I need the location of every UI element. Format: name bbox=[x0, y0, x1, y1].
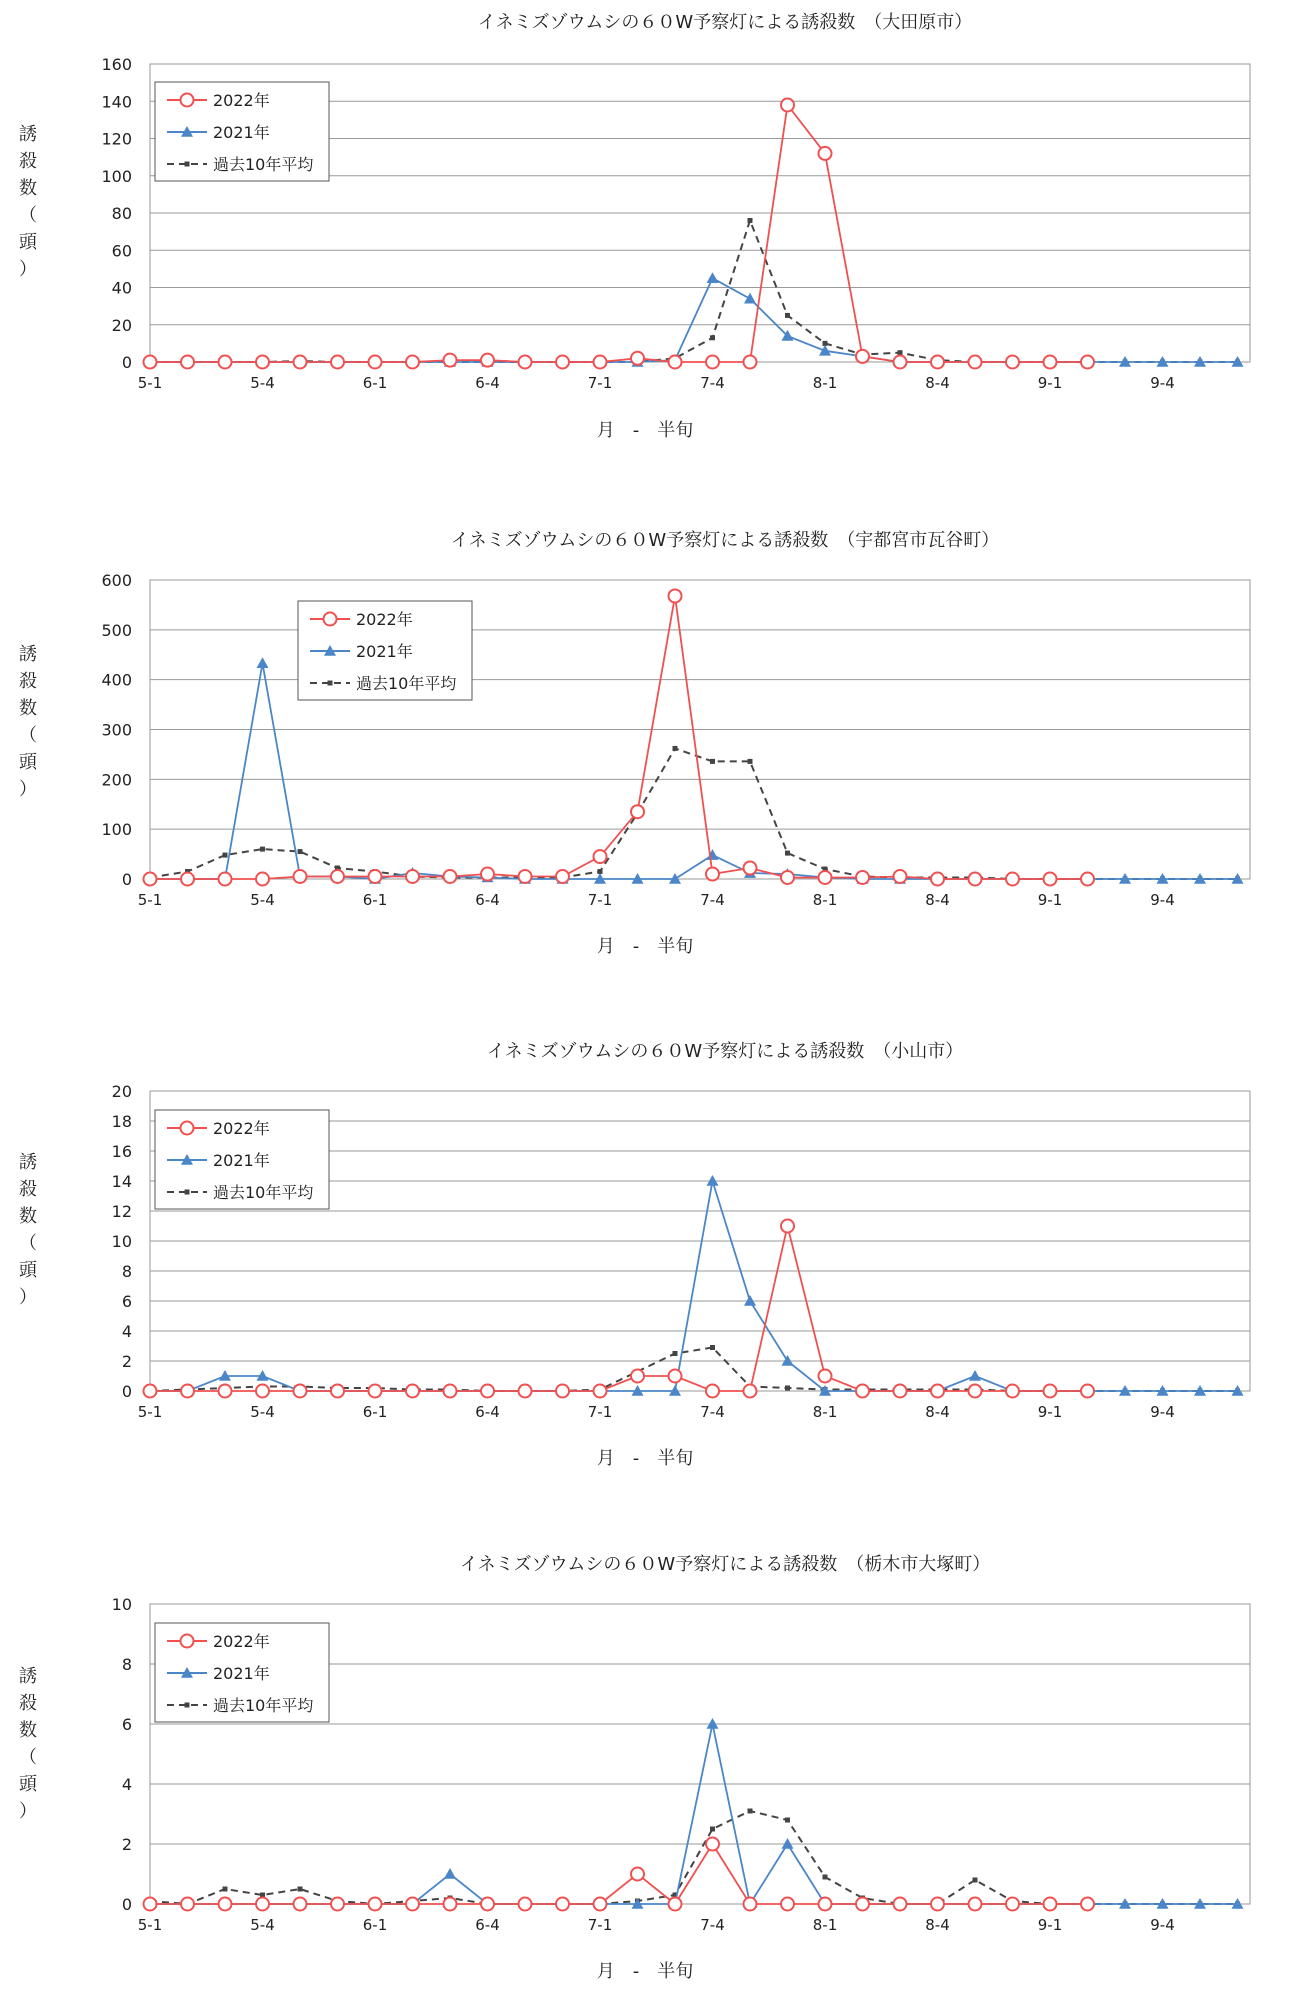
data-point bbox=[969, 356, 982, 369]
data-point bbox=[785, 1818, 790, 1823]
data-point bbox=[856, 871, 869, 884]
y-axis-label-char: ） bbox=[19, 259, 37, 280]
y-tick-label: 4 bbox=[121, 1775, 132, 1794]
x-tick-label: 8-1 bbox=[812, 1403, 838, 1421]
x-axis-label: 月 - 半旬 bbox=[596, 1448, 694, 1469]
data-point bbox=[894, 870, 907, 883]
data-point bbox=[707, 1718, 719, 1729]
data-point bbox=[594, 1898, 607, 1911]
chart-3 bbox=[19, 1041, 1250, 1469]
y-tick-label: 10 bbox=[111, 1232, 132, 1251]
data-point bbox=[748, 1809, 753, 1814]
data-point bbox=[519, 356, 532, 369]
x-tick-label: 9-1 bbox=[1037, 891, 1063, 909]
x-tick-label: 7-1 bbox=[587, 374, 613, 392]
y-axis-label-char: ） bbox=[19, 1287, 37, 1308]
data-point bbox=[1006, 1898, 1019, 1911]
data-point bbox=[1006, 1385, 1019, 1398]
series-line-2 bbox=[150, 748, 1238, 879]
data-point bbox=[144, 873, 157, 886]
data-point bbox=[444, 870, 457, 883]
x-tick-label: 6-4 bbox=[475, 1403, 500, 1421]
data-point bbox=[631, 805, 644, 818]
x-tick-label: 8-4 bbox=[925, 891, 950, 909]
data-point bbox=[969, 1385, 982, 1398]
data-point bbox=[744, 356, 757, 369]
data-point bbox=[257, 657, 269, 668]
x-axis-label: 月 - 半旬 bbox=[596, 1961, 694, 1982]
x-tick-label: 7-1 bbox=[587, 1403, 613, 1421]
y-tick-label: 20 bbox=[111, 1082, 132, 1101]
data-point bbox=[969, 1370, 981, 1381]
series-line-2 bbox=[150, 1811, 1238, 1904]
data-point bbox=[331, 356, 344, 369]
y-tick-label: 0 bbox=[121, 1895, 132, 1914]
y-axis-label-char: 殺 bbox=[19, 151, 37, 172]
y-tick-label: 300 bbox=[101, 720, 132, 740]
data-point bbox=[219, 1898, 232, 1911]
chart-2 bbox=[19, 530, 1250, 957]
legend-marker bbox=[185, 1703, 190, 1708]
series-line-1 bbox=[150, 278, 1238, 362]
data-point bbox=[823, 1875, 828, 1880]
y-tick-label: 100 bbox=[101, 820, 132, 840]
y-tick-label: 16 bbox=[111, 1142, 132, 1161]
x-tick-label: 8-1 bbox=[812, 374, 838, 392]
data-point bbox=[781, 98, 794, 111]
y-tick-label: 0 bbox=[121, 870, 132, 889]
data-point bbox=[673, 746, 678, 751]
y-axis-label-char: （ bbox=[19, 205, 37, 226]
data-point bbox=[710, 1345, 715, 1350]
y-tick-label: 6 bbox=[121, 1715, 132, 1734]
data-point bbox=[1006, 356, 1019, 369]
data-point bbox=[631, 1868, 644, 1881]
data-point bbox=[706, 1838, 719, 1851]
legend-marker bbox=[185, 162, 190, 167]
y-tick-label: 8 bbox=[121, 1262, 132, 1281]
legend-label: 過去10年平均 bbox=[213, 155, 314, 174]
x-tick-label: 6-1 bbox=[362, 1403, 388, 1421]
data-point bbox=[782, 1355, 794, 1366]
y-axis-label-char: 誘 bbox=[19, 1666, 37, 1687]
data-point bbox=[707, 1175, 719, 1186]
data-point bbox=[406, 1898, 419, 1911]
y-axis-label-char: 頭 bbox=[19, 752, 37, 773]
y-axis-label-char: 殺 bbox=[19, 1693, 37, 1714]
data-point bbox=[294, 870, 307, 883]
y-tick-label: 10 bbox=[111, 1595, 132, 1614]
data-point bbox=[444, 1385, 457, 1398]
x-tick-label: 5-1 bbox=[137, 891, 163, 909]
legend-marker bbox=[181, 1635, 194, 1648]
legend-label: 2022年 bbox=[213, 1632, 270, 1651]
data-point bbox=[481, 354, 494, 367]
data-point bbox=[673, 1351, 678, 1356]
legend-label: 2021年 bbox=[213, 1664, 270, 1683]
y-tick-label: 8 bbox=[121, 1655, 132, 1674]
data-point bbox=[707, 272, 719, 283]
y-axis-label-char: 誘 bbox=[19, 124, 37, 145]
data-point bbox=[294, 1385, 307, 1398]
legend-marker bbox=[328, 681, 333, 686]
x-tick-label: 5-4 bbox=[250, 1916, 275, 1934]
x-tick-label: 9-4 bbox=[1150, 891, 1175, 909]
legend-label: 2021年 bbox=[356, 642, 413, 661]
data-point bbox=[781, 1898, 794, 1911]
y-axis-label bbox=[19, 1666, 38, 1822]
x-tick-label: 7-4 bbox=[700, 1403, 725, 1421]
data-point bbox=[181, 873, 194, 886]
data-point bbox=[294, 1898, 307, 1911]
data-point bbox=[710, 335, 715, 340]
data-point bbox=[973, 1878, 978, 1883]
data-point bbox=[706, 868, 719, 881]
y-axis-label-char: 数 bbox=[19, 1720, 37, 1741]
data-point bbox=[785, 1386, 790, 1391]
y-tick-label: 4 bbox=[121, 1322, 132, 1341]
data-point bbox=[481, 1898, 494, 1911]
series-line-2 bbox=[150, 220, 1238, 362]
data-point bbox=[298, 849, 303, 854]
x-tick-label: 8-4 bbox=[925, 1916, 950, 1934]
series-line-1 bbox=[150, 1724, 1238, 1904]
legend-label: 過去10年平均 bbox=[213, 1183, 314, 1202]
legend-label: 過去10年平均 bbox=[356, 674, 457, 693]
data-point bbox=[894, 356, 907, 369]
data-point bbox=[556, 1385, 569, 1398]
y-axis-label-char: （ bbox=[19, 1747, 37, 1768]
x-tick-label: 9-4 bbox=[1150, 374, 1175, 392]
data-point bbox=[1081, 873, 1094, 886]
x-tick-label: 5-4 bbox=[250, 1403, 275, 1421]
data-point bbox=[481, 1385, 494, 1398]
chart-title: イネミズゾウムシの６０W予察灯による誘殺数 （小山市） bbox=[486, 1041, 964, 1062]
data-point bbox=[744, 1385, 757, 1398]
x-axis-label: 月 - 半旬 bbox=[596, 936, 694, 957]
y-tick-label: 140 bbox=[101, 92, 132, 112]
data-point bbox=[369, 356, 382, 369]
data-point bbox=[931, 1385, 944, 1398]
x-tick-label: 9-1 bbox=[1037, 1403, 1063, 1421]
legend-marker bbox=[324, 613, 337, 626]
y-axis-label-char: （ bbox=[19, 1233, 37, 1254]
y-axis-label bbox=[19, 1152, 38, 1308]
legend-label: 2022年 bbox=[213, 1119, 270, 1138]
y-axis-label-char: 頭 bbox=[19, 1260, 37, 1281]
x-tick-label: 6-4 bbox=[475, 1916, 500, 1934]
x-tick-label: 6-1 bbox=[362, 891, 388, 909]
series-line-2 bbox=[150, 1348, 1238, 1392]
x-tick-label: 7-4 bbox=[700, 1916, 725, 1934]
data-point bbox=[406, 356, 419, 369]
series-line-0 bbox=[150, 1226, 1088, 1391]
data-point bbox=[594, 356, 607, 369]
data-point bbox=[144, 1898, 157, 1911]
data-point bbox=[223, 1887, 228, 1892]
chart-4 bbox=[19, 1554, 1250, 1982]
data-point bbox=[556, 356, 569, 369]
data-point bbox=[219, 356, 232, 369]
data-point bbox=[219, 1385, 232, 1398]
data-point bbox=[260, 847, 265, 852]
y-tick-label: 40 bbox=[111, 278, 132, 298]
data-point bbox=[969, 873, 982, 886]
data-point bbox=[369, 1898, 382, 1911]
x-tick-label: 6-1 bbox=[362, 1916, 388, 1934]
y-tick-label: 120 bbox=[101, 129, 132, 149]
data-point bbox=[181, 1898, 194, 1911]
x-tick-label: 5-1 bbox=[137, 1916, 163, 1934]
data-point bbox=[669, 356, 682, 369]
legend-marker bbox=[185, 1190, 190, 1195]
series-line-1 bbox=[150, 1181, 1238, 1391]
y-tick-label: 2 bbox=[121, 1352, 132, 1371]
data-point bbox=[782, 1838, 794, 1849]
data-point bbox=[856, 350, 869, 363]
data-point bbox=[819, 871, 832, 884]
x-tick-label: 9-1 bbox=[1037, 1916, 1063, 1934]
y-axis-label-char: 誘 bbox=[19, 1152, 37, 1173]
x-tick-label: 6-4 bbox=[475, 374, 500, 392]
data-point bbox=[181, 1385, 194, 1398]
y-tick-label: 400 bbox=[101, 670, 132, 690]
x-tick-label: 6-4 bbox=[475, 891, 500, 909]
data-point bbox=[710, 1827, 715, 1832]
x-tick-label: 8-1 bbox=[812, 891, 838, 909]
data-point bbox=[369, 1385, 382, 1398]
legend-label: 2022年 bbox=[213, 91, 270, 110]
data-point bbox=[406, 870, 419, 883]
data-point bbox=[744, 1295, 756, 1306]
x-tick-label: 5-1 bbox=[137, 374, 163, 392]
y-axis-label-char: 殺 bbox=[19, 671, 37, 692]
chart-1 bbox=[19, 12, 1250, 441]
data-point bbox=[144, 356, 157, 369]
data-point bbox=[744, 293, 756, 304]
data-point bbox=[707, 849, 719, 860]
y-axis-label-char: 殺 bbox=[19, 1179, 37, 1200]
y-tick-label: 14 bbox=[111, 1172, 132, 1191]
x-tick-label: 7-4 bbox=[700, 374, 725, 392]
data-point bbox=[744, 862, 757, 875]
data-point bbox=[819, 147, 832, 160]
data-point bbox=[1081, 1385, 1094, 1398]
data-point bbox=[781, 1220, 794, 1233]
data-point bbox=[556, 870, 569, 883]
x-tick-label: 7-4 bbox=[700, 891, 725, 909]
data-point bbox=[631, 352, 644, 365]
data-point bbox=[785, 313, 790, 318]
data-point bbox=[256, 873, 269, 886]
y-axis-label-char: 頭 bbox=[19, 1774, 37, 1795]
y-tick-label: 200 bbox=[101, 770, 132, 790]
data-point bbox=[519, 1898, 532, 1911]
y-tick-label: 2 bbox=[121, 1835, 132, 1854]
data-point bbox=[181, 356, 194, 369]
y-tick-label: 12 bbox=[111, 1202, 132, 1221]
data-point bbox=[444, 1868, 456, 1879]
data-point bbox=[781, 871, 794, 884]
y-tick-label: 600 bbox=[101, 571, 132, 590]
data-point bbox=[144, 1385, 157, 1398]
y-tick-label: 18 bbox=[111, 1112, 132, 1131]
y-tick-label: 60 bbox=[111, 241, 132, 261]
data-point bbox=[1044, 873, 1057, 886]
data-point bbox=[931, 1898, 944, 1911]
x-tick-label: 8-4 bbox=[925, 1403, 950, 1421]
legend-marker bbox=[181, 1122, 194, 1135]
y-tick-label: 0 bbox=[121, 353, 132, 372]
data-point bbox=[556, 1898, 569, 1911]
data-point bbox=[894, 1385, 907, 1398]
data-point bbox=[1081, 356, 1094, 369]
data-point bbox=[894, 1898, 907, 1911]
legend-label: 2022年 bbox=[356, 610, 413, 629]
y-tick-label: 500 bbox=[101, 620, 132, 640]
data-point bbox=[331, 1385, 344, 1398]
data-point bbox=[256, 1385, 269, 1398]
data-point bbox=[631, 1370, 644, 1383]
data-point bbox=[819, 345, 831, 356]
y-axis-label-char: ） bbox=[19, 1801, 37, 1822]
data-point bbox=[898, 350, 903, 355]
data-point bbox=[444, 354, 457, 367]
x-tick-label: 8-4 bbox=[925, 374, 950, 392]
data-point bbox=[594, 850, 607, 863]
data-point bbox=[931, 873, 944, 886]
legend-label: 2021年 bbox=[213, 1151, 270, 1170]
x-tick-label: 9-4 bbox=[1150, 1403, 1175, 1421]
data-point bbox=[1081, 1898, 1094, 1911]
y-axis-label-char: 数 bbox=[19, 178, 37, 199]
data-point bbox=[669, 589, 682, 602]
x-tick-label: 9-1 bbox=[1037, 374, 1063, 392]
x-tick-label: 9-4 bbox=[1150, 1916, 1175, 1934]
data-point bbox=[406, 1385, 419, 1398]
series-line-0 bbox=[150, 596, 1088, 879]
y-tick-label: 6 bbox=[121, 1292, 132, 1311]
data-point bbox=[669, 1898, 682, 1911]
y-tick-label: 80 bbox=[111, 204, 132, 223]
data-point bbox=[748, 218, 753, 223]
data-point bbox=[1006, 873, 1019, 886]
x-tick-label: 5-1 bbox=[137, 1403, 163, 1421]
data-point bbox=[444, 1898, 457, 1911]
data-point bbox=[819, 1898, 832, 1911]
data-point bbox=[481, 868, 494, 881]
x-axis-label: 月 - 半旬 bbox=[596, 420, 694, 441]
data-point bbox=[710, 759, 715, 764]
y-axis-label-char: （ bbox=[19, 725, 37, 746]
data-point bbox=[744, 1898, 757, 1911]
y-axis-label bbox=[19, 644, 38, 800]
chart-title: イネミズゾウムシの６０W予察灯による誘殺数 （大田原市） bbox=[477, 12, 973, 33]
data-point bbox=[706, 356, 719, 369]
data-point bbox=[519, 870, 532, 883]
y-tick-label: 20 bbox=[111, 315, 132, 335]
x-tick-label: 7-1 bbox=[587, 1916, 613, 1934]
y-axis-label-char: 頭 bbox=[19, 232, 37, 253]
data-point bbox=[931, 356, 944, 369]
y-tick-label: 160 bbox=[101, 55, 132, 74]
series-line-0 bbox=[150, 1844, 1088, 1904]
data-point bbox=[856, 1385, 869, 1398]
data-point bbox=[748, 759, 753, 764]
x-tick-label: 5-4 bbox=[250, 891, 275, 909]
data-point bbox=[856, 1898, 869, 1911]
data-point bbox=[331, 870, 344, 883]
data-point bbox=[1044, 1898, 1057, 1911]
y-axis-label-char: 数 bbox=[19, 698, 37, 719]
data-point bbox=[669, 1370, 682, 1383]
legend-marker bbox=[181, 94, 194, 107]
y-tick-label: 100 bbox=[101, 166, 132, 186]
data-point bbox=[594, 1385, 607, 1398]
data-point bbox=[256, 1898, 269, 1911]
data-point bbox=[1044, 356, 1057, 369]
y-axis-label-char: ） bbox=[19, 779, 37, 800]
chart-title: イネミズゾウムシの６０W予察灯による誘殺数 （宇都宮市瓦谷町） bbox=[450, 530, 1000, 551]
data-point bbox=[298, 1887, 303, 1892]
legend-label: 2021年 bbox=[213, 123, 270, 142]
x-tick-label: 6-1 bbox=[362, 374, 388, 392]
data-point bbox=[223, 853, 228, 858]
data-point bbox=[706, 1385, 719, 1398]
y-axis-label bbox=[19, 124, 38, 280]
x-tick-label: 5-4 bbox=[250, 374, 275, 392]
y-axis-label-char: 誘 bbox=[19, 644, 37, 665]
legend-label: 過去10年平均 bbox=[213, 1696, 314, 1715]
data-point bbox=[331, 1898, 344, 1911]
chart-title: イネミズゾウムシの６０W予察灯による誘殺数 （栃木市大塚町） bbox=[459, 1554, 991, 1575]
y-axis-label-char: 数 bbox=[19, 1206, 37, 1227]
data-point bbox=[256, 356, 269, 369]
y-tick-label: 0 bbox=[121, 1382, 132, 1401]
data-point bbox=[519, 1385, 532, 1398]
data-point bbox=[969, 1898, 982, 1911]
x-tick-label: 8-1 bbox=[812, 1916, 838, 1934]
x-tick-label: 7-1 bbox=[587, 891, 613, 909]
data-point bbox=[785, 851, 790, 856]
data-point bbox=[369, 870, 382, 883]
data-point bbox=[219, 873, 232, 886]
data-point bbox=[819, 1370, 832, 1383]
data-point bbox=[294, 356, 307, 369]
data-point bbox=[1044, 1385, 1057, 1398]
